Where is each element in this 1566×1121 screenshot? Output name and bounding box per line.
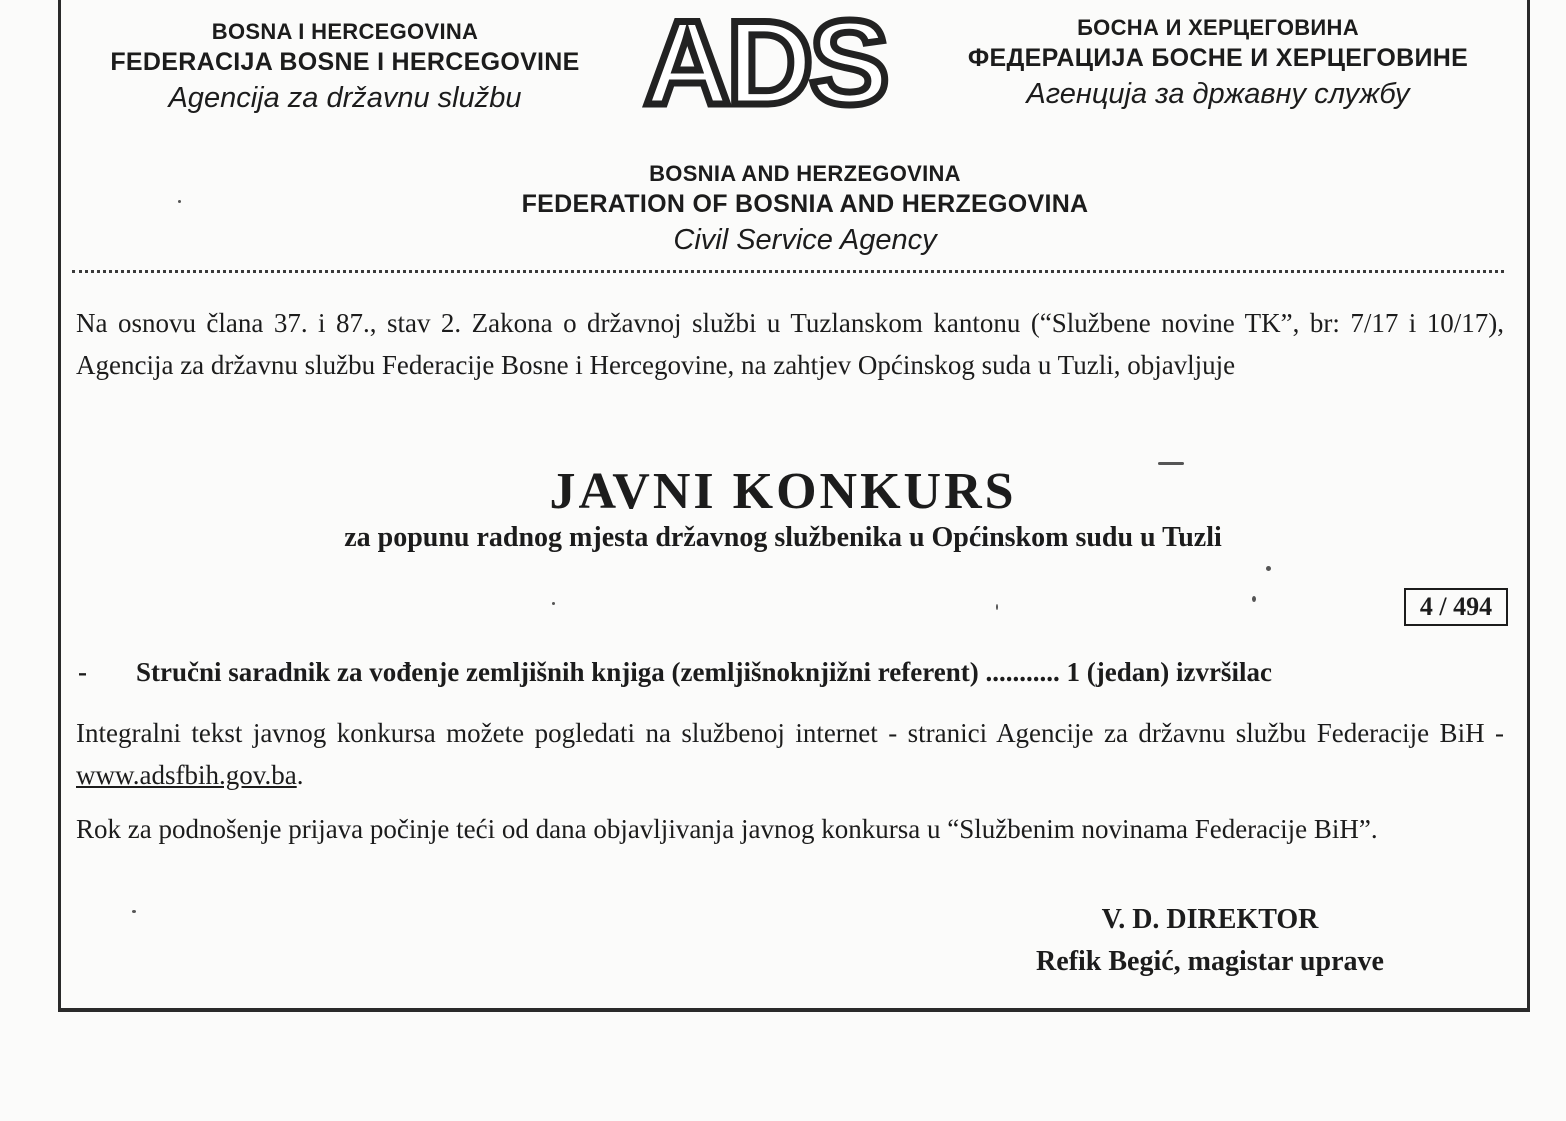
position-text: Stručni saradnik za vođenje zemljišnih knjiga (zemljišnoknjižni referent) ........... 1 (jedan) izvršilac: [136, 657, 1272, 687]
header-center-agency: Civil Service Agency: [673, 224, 937, 256]
header-left: [60, 18, 630, 118]
reference-number: 4 / 494: [1404, 588, 1508, 626]
header-center: [360, 160, 1250, 260]
scan-speck: [552, 602, 555, 605]
agency-website-link[interactable]: www.adsfbih.gov.ba: [76, 760, 297, 790]
header-right-agency: Агенција за државну службу: [1026, 78, 1410, 110]
ads-logo-text: ADS: [644, 8, 886, 110]
header-left-country: BOSNA I HERCEGOVINA: [211, 19, 479, 44]
scan-speck: [1158, 462, 1184, 465]
scan-speck: [1266, 566, 1271, 571]
header-right-federation: ФЕДЕРАЦИЈА БОСНЕ И ХЕРЦЕГОВИНЕ: [967, 44, 1469, 72]
ads-logo: [642, 8, 892, 110]
header-right-country: БОСНА И ХЕРЦЕГОВИНА: [1077, 15, 1359, 40]
header-center-country: BOSNIA AND HERZEGOVINA: [649, 161, 961, 186]
integral-text: Integralni tekst javnog konkursa možete pogledati na službenoj internet - stranici Agencije za državnu službu Federacije BiH -: [76, 718, 1504, 748]
deadline-paragraph: Rok za podnošenje prijava počinje teći od dana objavljivanja javnog konkursa u “Službenim novinama Federacije BiH”.: [76, 814, 1378, 844]
scan-speck: [996, 604, 998, 610]
notice-subtitle: za popunu radnog mjesta državnog službenika u Općinskom sudu u Tuzli: [344, 522, 1222, 553]
signature-title: V. D. DIREKTOR: [1101, 904, 1319, 935]
position-item: [78, 652, 1504, 692]
integral-text-end: .: [296, 760, 304, 790]
header-left-federation: FEDERACIJA BOSNE I HERCEGOVINE: [110, 48, 580, 76]
integral-text-paragraph: [76, 712, 1504, 796]
signature-name: Refik Begić, magistar uprave: [1036, 946, 1384, 977]
header-right: [918, 14, 1518, 114]
header-left-agency: Agencija za državnu službu: [168, 82, 522, 114]
scan-speck: [178, 200, 181, 203]
header-center-federation: FEDERATION OF BOSNIA AND HERZEGOVINA: [521, 190, 1089, 218]
scan-speck: [132, 910, 136, 913]
intro-paragraph: Na osnovu člana 37. i 87., stav 2. Zakona o državnoj službi u Tuzlanskom kantonu (“Službene novine TK”, br: 7/17 i 10/17), Agencija za državnu službu Federacije Bosne i Hercegovine, na zahtjev Općinskog suda u Tuzli, objavljuje: [76, 308, 1504, 380]
position-bullet: -: [78, 657, 87, 687]
scan-speck: [1252, 596, 1256, 602]
notice-title: JAVNI KONKURS: [549, 463, 1017, 520]
header-divider: [72, 270, 1504, 273]
